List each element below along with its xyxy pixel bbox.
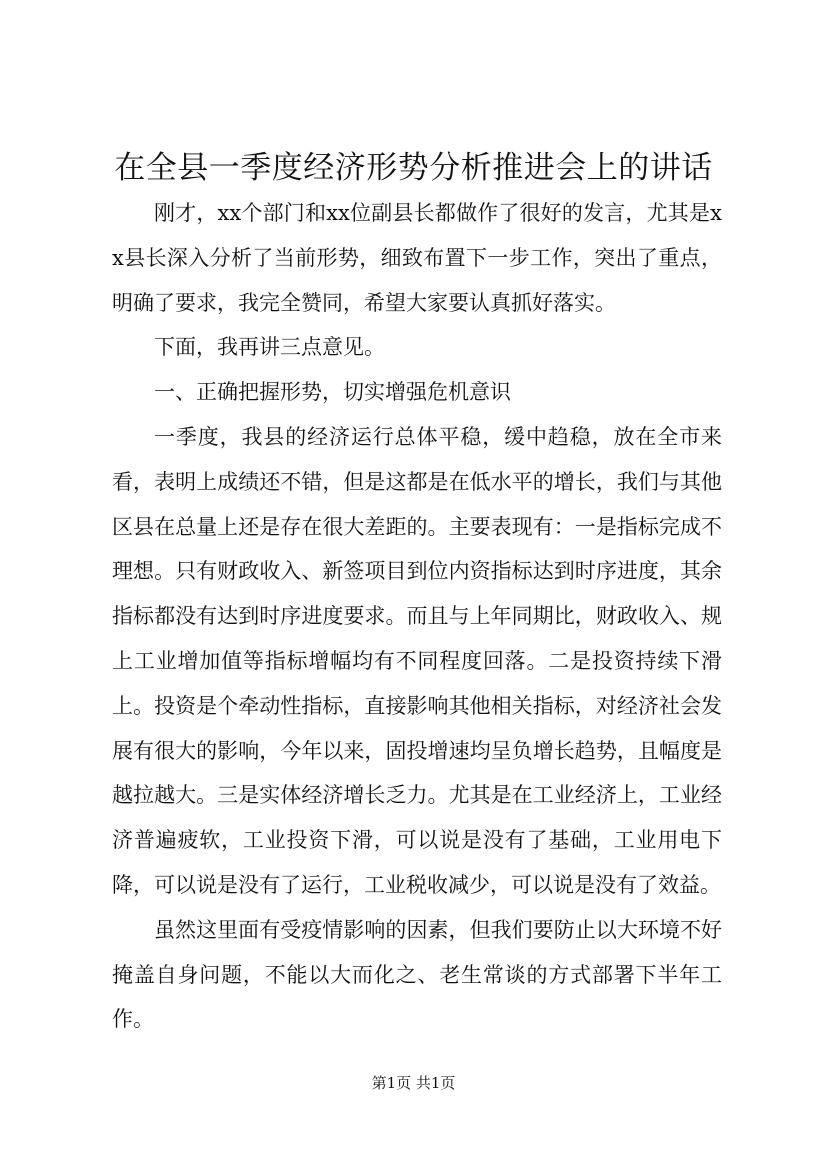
paragraph-situation: 一季度，我县的经济运行总体平稳，缓中趋稳，放在全市来看，表明上成绩还不错，但是这都是在低水平的增长，我们与其他区县在总量上还是存在很大差距的。主要表现有：一是指标完成不理想。只有财政收入、新签项目到位内资指标达到时序进度，其余指标都没有达到时序进度要求。而且与上年同期比，财政收入、规上工业增加值等指标增幅均有不同程度回落。二是投资持续下滑上。投资是个牵动性指标，直接影响其他相关指标，对经济社会发展有很大的影响，今年以来，固投增速均呈负增长趋势，且幅度是越拉越大。三是实体经济增长乏力。尤其是在工业经济上，工业经济普遍疲软，工业投资下滑，可以说是没有了基础，工业用电下降，可以说是没有了运行，工业税收减少，可以说是没有了效益。 — [112, 424, 722, 897]
document-body — [112, 191, 722, 1042]
paragraph-intro: 下面，我再讲三点意见。 — [154, 335, 385, 360]
paragraph-caution: 虽然这里面有受疫情影响的因素，但我们要防止以大环境不好掩盖自身问题，不能以大而化之、老生常谈的方式部署下半年工作。 — [112, 917, 722, 1032]
document-title: 在全县一季度经济形势分析推进会上的讲话 — [114, 150, 713, 186]
section-heading-1: 一、正确把握形势，切实增强危机意识 — [154, 380, 511, 405]
paragraph-opening: 刚才，xx个部门和xx位副县长都做作了很好的发言，尤其是xx县长深入分析了当前形势，细致布置下一步工作，突出了重点，明确了要求，我完全赞同，希望大家要认真抓好落实。 — [112, 201, 722, 315]
page-footer: 第1页 共1页 — [371, 1074, 456, 1092]
